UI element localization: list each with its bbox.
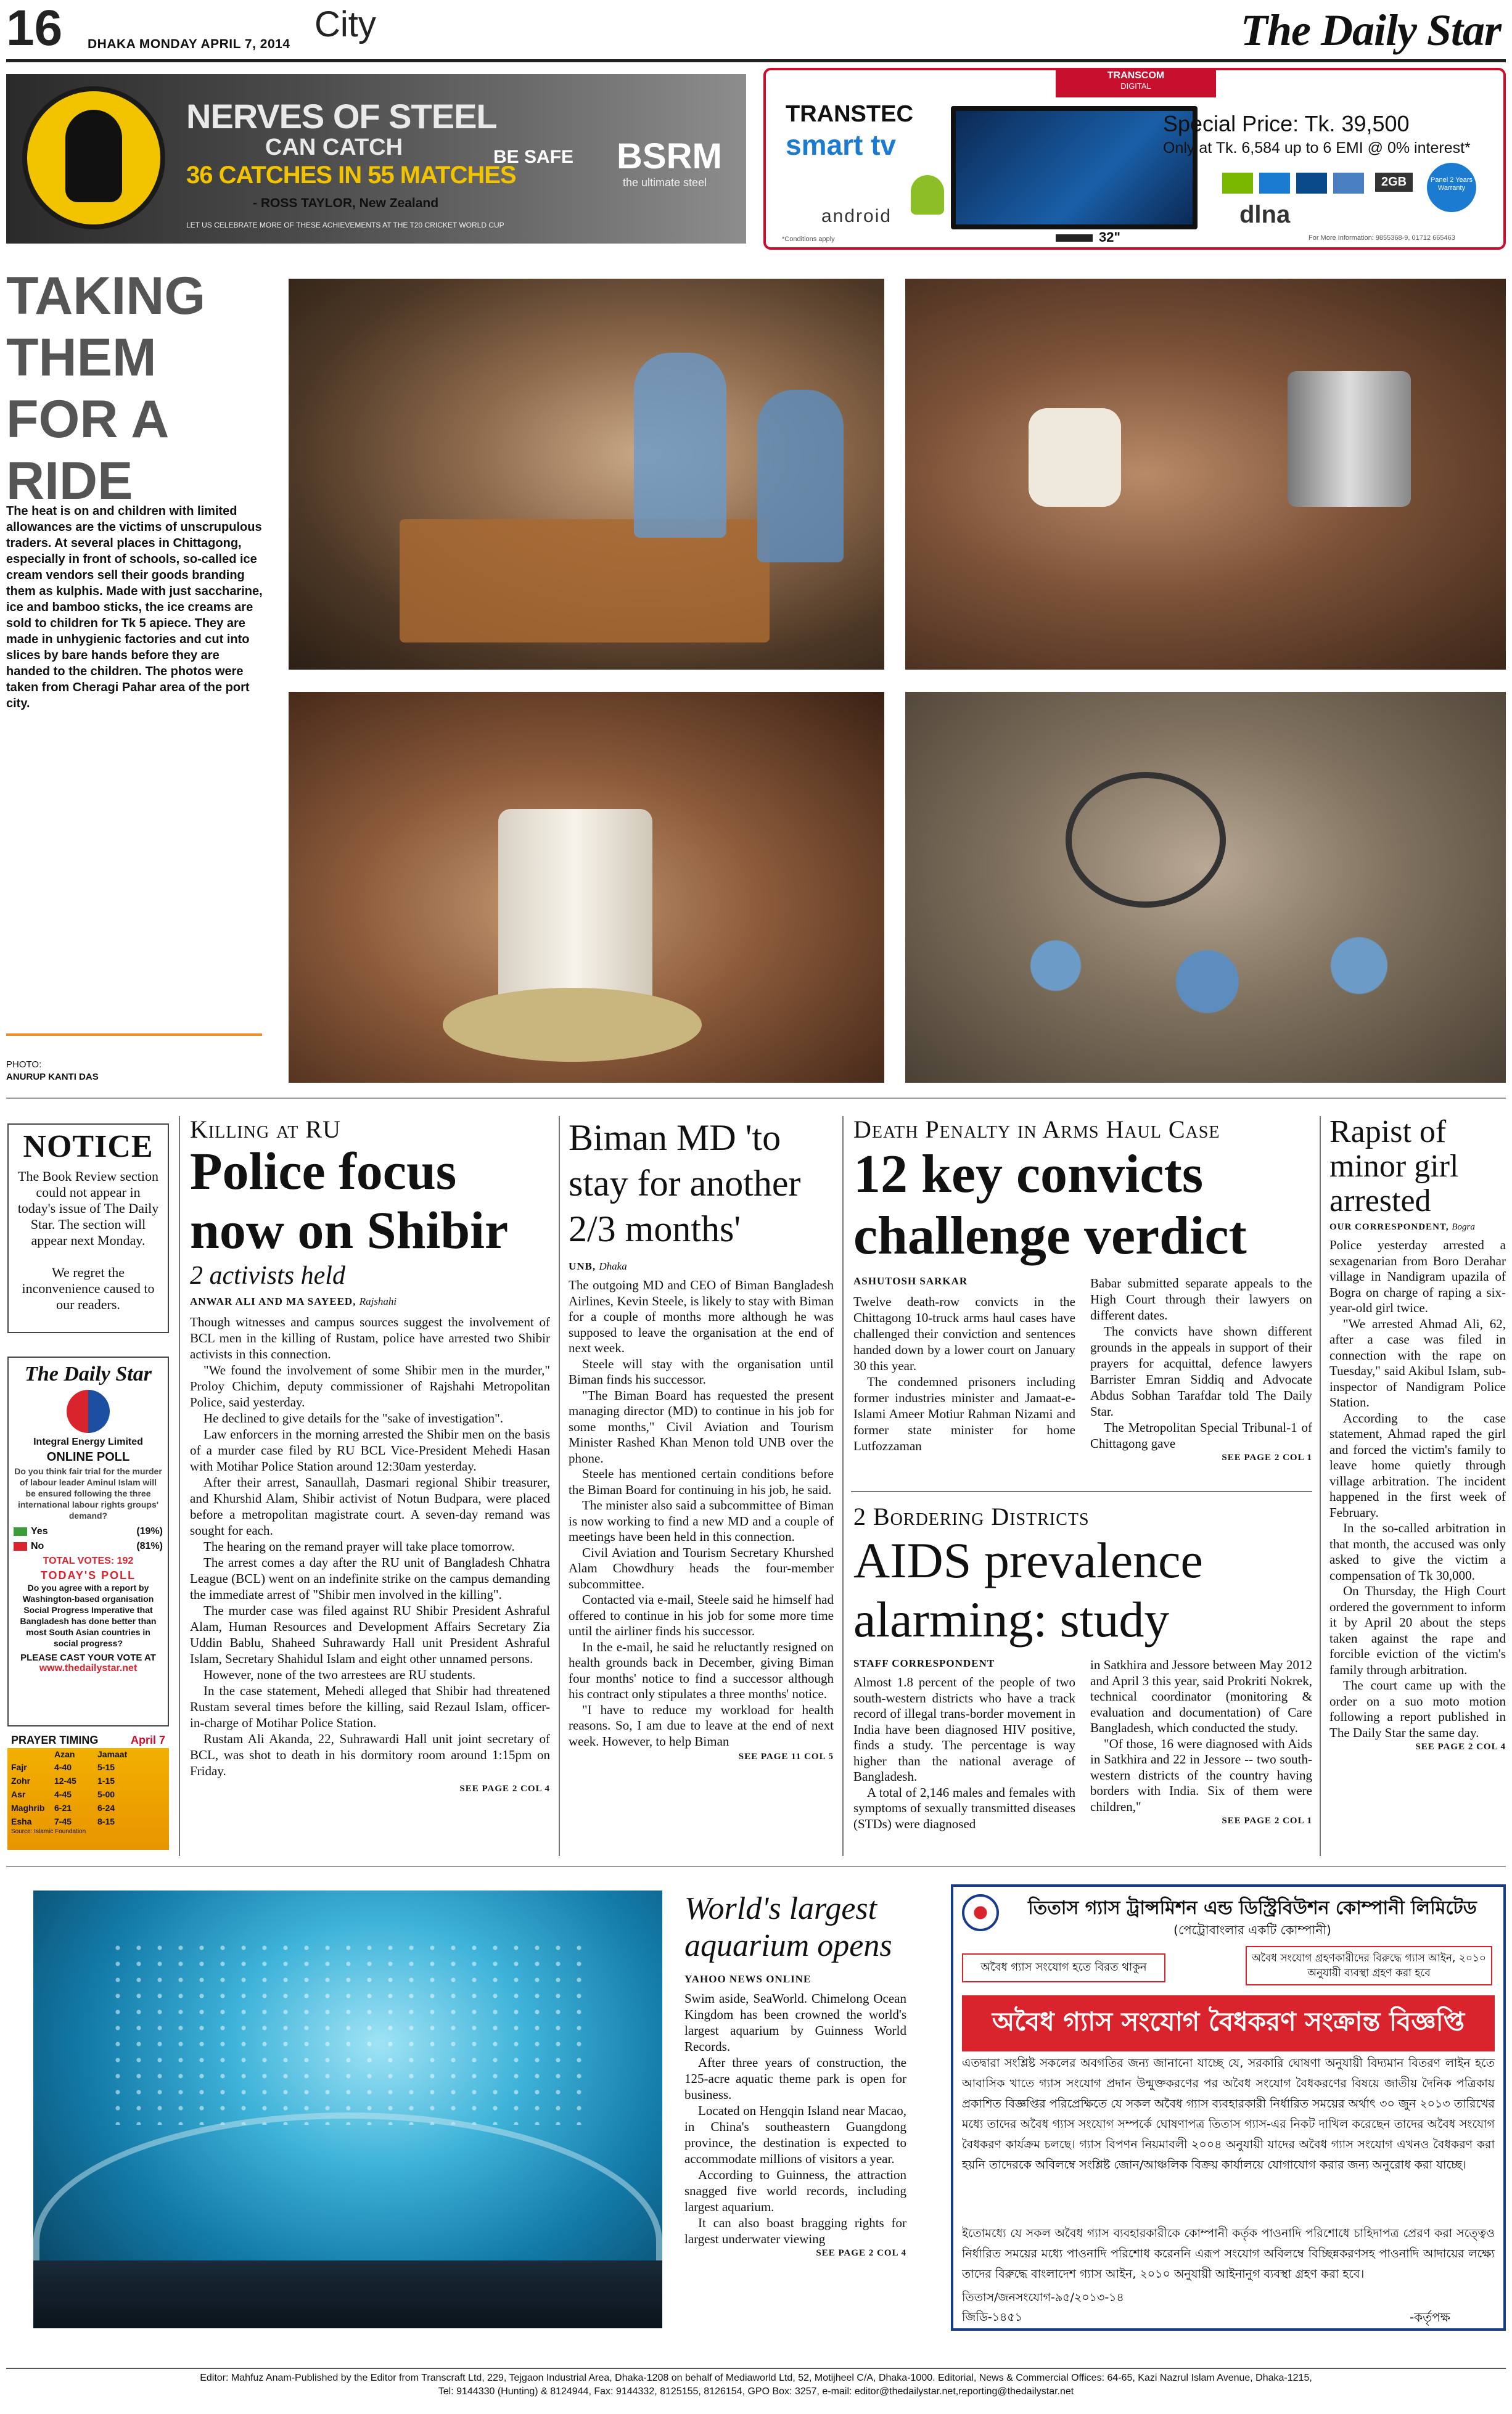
story-arms-col2-text (1090, 1275, 1312, 1451)
feature-caption: The heat is on and children with limited allowances are the victims of unscrupulous traders. At several places in Chittagong, especially in front of schools, so-called ice cream vendors sell their goods branding them as kulphis. Made with just saccharine, ice and bamboo sticks, the ice creams are sold to children for Tk 5 apiece. They are made in unhygienic factories and cut into slices by bare hands before they are handed to the children. The photos were taken from Cheragi Pahar area of the port city. (6, 504, 263, 710)
story-ru-continue[interactable]: SEE PAGE 2 COL 4 (459, 1784, 550, 1794)
paragraph: However, none of the two arrestees are RU students. (203, 1667, 476, 1682)
prayer-azan: 12-45 (54, 1776, 76, 1786)
column-rule (1320, 1116, 1321, 1856)
steel-cup (1288, 371, 1411, 507)
poll-total: TOTAL VOTES: 192 (43, 1556, 134, 1566)
poll-sponsor-logo (67, 1390, 110, 1433)
story-rapist-byline (1329, 1222, 1506, 1233)
paragraph: "The Biman Board has requested the present managing director (MD) to continue in his job for some months," Civil Aviation and Tourism Minister Rashed Khan Menon told UNB over the phone. (569, 1387, 834, 1466)
tv-size: 32" (1099, 229, 1120, 245)
paragraph: He declined to give details for the "sake of investigation". (203, 1411, 504, 1426)
paragraph: The court came up with the order on a suo moto motion following a report published in The Daily Star the same day. (1329, 1678, 1506, 1740)
mem-badge (1333, 173, 1364, 194)
prayer-date: April 7 (130, 1734, 165, 1746)
prayer-azan: 4-40 (54, 1762, 72, 1772)
wifi-badge (1222, 173, 1253, 194)
story-rapist-body (1329, 1238, 1506, 1741)
byline-location: Dhaka (599, 1260, 627, 1272)
titas-box-right: অবৈধ সংযোগ গ্রহণকারীদের বিরুদ্ধে গ্যাস আইন, ২০১০ অনুযায়ী ব্যবস্থা গ্রহণ করা হবে (1246, 1946, 1492, 1985)
story-aids-headline: AIDS prevalence alarming: study (853, 1532, 1203, 1648)
poll-question: Do you think fair trial for the murder of labour leader Aminul Islam will be ensured following the three international labour rights groups' demand? (14, 1466, 162, 1521)
titas-sub: (পেট্রোবাংলার একটি কোম্পানী) (1173, 1923, 1331, 1937)
bsrm-line1: NERVES OF STEEL (186, 97, 497, 136)
paragraph: Twelve death-row convicts in the Chittagong 10-truck arms haul cases have challenged their conviction and sentences handed down by a lower court on January 30 this year. (853, 1294, 1075, 1373)
titas-body1: এতদ্বারা সংশ্লিষ্ট সকলের অবগতির জন্য জানানো যাচ্ছে যে, সরকারি ঘোষণা অনুযায়ী বিদ্যমান বিতরণ লাইন হতে আবাসিক খাতে গ্যাস সংযোগ প্রদান উন্মুক্তকরণের পর অবৈধ সংযোগ বৈধকরণের বিষয়ে জাতীয় দৈনিক পত্রিকায় প্রকাশিত বিজ্ঞপ্তির পরিপ্রেক্ষিতে যে সকল অবৈধ গ্যাস ব্যবহারকারী নির্ধারিত সময়ের অর্থাৎ ৩০ জুন ২০১৩ তারিখের মধ্যে তাদের অবৈধ গ্যাস সংযোগ সম্পর্কে ঘোষণাপত্র তিতাস গ্যাস-এর নিকট দাখিল করেছেন তাদের অবৈধ সংযোগ বৈধকরণ কার্যক্রম চলছে। গ্যাস বিপণন নিয়মাবলী ২০০৪ অনুযায়ী যাদের অবৈধ গ্যাস সংযোগ এখনও বৈধকরণ করা হয়নি তাদেরকে অবিলম্বে সংশ্লিষ্ট জোন/আঞ্চলিক বিক্রয় কার্যালয়ে যোগাযোগ করার জন্য অনুরোধ করা যাচ্ছে। (962, 2056, 1495, 2172)
poll-today-label: TODAY'S POLL (40, 1569, 136, 1582)
vendor-bicycle (1066, 772, 1226, 908)
android-robot-icon (911, 175, 944, 215)
masthead-rule (6, 59, 1506, 62)
story-rapist-continue[interactable]: SEE PAGE 2 COL 4 (1415, 1742, 1506, 1752)
paragraph: According to Guinness, the attraction snagged five world records, including largest aquarium. (684, 2167, 906, 2214)
titas-code: জিডি-১৪৫১ (962, 2310, 1023, 2324)
transcom-label: TRANSCOM (1107, 70, 1165, 81)
prayer-azan: 7-45 (54, 1817, 72, 1826)
photographer: ANURUP KANTI DAS (6, 1072, 99, 1082)
paragraph: "Of those, 16 were diagnosed with Aids in Satkhira and 22 in Jessore -- two south-western districts of the country having borders with India. Six of them were children," (1090, 1736, 1312, 1814)
paragraph: The outgoing MD and CEO of Biman Bangladesh Airlines, Kevin Steele, is likely to stay with Biman for a couple of months more although he was supposed to leave the organisation at the end of next week. (569, 1278, 834, 1355)
story-aids-col2 (1090, 1657, 1312, 1826)
ice-block (1029, 408, 1121, 507)
section-rule (6, 1098, 1506, 1099)
kulfi-cylinder (498, 809, 652, 1012)
paragraph: After their arrest, Sanaullah, Dasmari regional Shibir treasurer, and Khurshid Alam, Shibir activist of Notun Budpara, were placed before a metropolitan magistrate court. A seven-day remand was sought for each. (190, 1475, 550, 1538)
fish-shoal (107, 1940, 588, 2125)
transtec-brand: TRANSTEC (786, 101, 913, 127)
prayer-row (11, 1815, 165, 1828)
byline-location: Bogra (1452, 1222, 1475, 1232)
story-rapist-headline: Rapist of minor girl arrested (1329, 1114, 1459, 1218)
poll-sponsor: Integral Energy Limited (33, 1437, 143, 1447)
bowl (443, 988, 702, 1062)
titas-title: অবৈধ গ্যাস সংযোগ বৈধকরণ সংক্রান্ত বিজ্ঞপ্তি (962, 1995, 1495, 2051)
children-group (955, 901, 1460, 1062)
column-rule (559, 1116, 560, 1856)
story-ru-body (190, 1314, 550, 1779)
notice-text: The Book Review section could not appear in today's issue of The Daily Star. The section will appear next Monday. (17, 1168, 159, 1248)
notice-title: NOTICE (23, 1129, 154, 1164)
core-badge (1296, 173, 1327, 194)
paragraph: in Satkhira and Jessore between May 2012 and April 3 this year, said Prokriti Nokrek, technical coordinator (monitoring & evaluation and documentation) of Care Bangladesh, which conducted the study. (1090, 1657, 1312, 1735)
prayer-jamaat: 8-15 (97, 1817, 115, 1826)
poll-cast: PLEASE CAST YOUR VOTE AT (20, 1652, 156, 1663)
poll-no-label: No (31, 1541, 44, 1551)
story-aquarium-byline: YAHOO NEWS ONLINE (684, 1973, 811, 1985)
online-poll-box (7, 1357, 169, 1726)
player-silhouette-icon (65, 110, 122, 202)
paragraph: The arrest comes a day after the RU unit of Bangladesh Chhatra League (BCL) went on an indefinite strike on the campus demanding the immediate arrest of "Shibir men involved in the killing". (190, 1555, 550, 1602)
dlna-logo: dlna (1239, 201, 1291, 228)
prayer-col-jamaat: Jamaat (97, 1749, 128, 1759)
story-arms-col2 (1090, 1275, 1312, 1463)
conditions-note: *Conditions apply (782, 236, 835, 243)
prayer-row (11, 1801, 165, 1815)
paragraph: According to the case statement, Ahmad raped the girl and forced the victim's family to leave home quietly through village arbitration. The incident happened in the first week of February. (1329, 1410, 1506, 1520)
prayer-header (7, 1733, 169, 1748)
prayer-name: Zohr (11, 1776, 31, 1786)
story-aquarium-headline: World's largest aquarium opens (684, 1891, 892, 1963)
story-arms-byline: ASHUTOSH SARKAR (853, 1275, 968, 1287)
paragraph: Swim aside, SeaWorld. Chimelong Ocean Kingdom has been crowned the world's largest aquarium by Guinness World Records. (684, 1991, 906, 2054)
paragraph: Located on Hengqin Island near Macao, in China's southeastern Guangdong province, the destination is expected to accommodate millions of visitors a year. (684, 2103, 906, 2166)
remote-badge (1259, 173, 1290, 194)
bsrm-tagline: BE SAFE (493, 147, 574, 167)
paragraph: The Metropolitan Special Tribunal-1 of Chittagong gave (1090, 1420, 1312, 1451)
story-aids-kicker: 2 Bordering Districts (853, 1503, 1090, 1530)
titas-body2: ইতোমধ্যে যে সকল অবৈধ গ্যাস ব্যবহারকারীকে কোম্পানী কর্তৃক পাওনাদি পরিশোধে চাহিদাপত্র প্রেরণ করা সত্ত্বেও নির্ধারিত সময়ের মধ্যে পাওনাদি পরিশোধ করেননি এরূপ সংযোগ অবিলম্বে বিচ্ছিন্নকরণসহ পাওনাদি আদায়ের লক্ষ্যে তাদের বিরুদ্ধে বাংলাদেশ গ্যাস আইন, ২০১০ অনুযায়ী আইনানুগ ব্যবস্থা গ্রহণ করা হবে। (962, 2227, 1495, 2281)
story-biman (569, 1115, 834, 1762)
poll-no-pct: (81%) (136, 1541, 163, 1551)
bsrm-ad[interactable] (6, 74, 746, 244)
photo-label: PHOTO: (6, 1059, 42, 1070)
story-divider (851, 1491, 1312, 1492)
story-aids-col1-text (853, 1675, 1075, 1832)
feature-badges (1222, 173, 1370, 194)
titas-logo (962, 1894, 999, 1931)
paragraph: Rustam Ali Akanda, 22, Suhrawardi Hall unit joint secretary of BCL, was shot to death in his dormitory room around 1:15pm on Friday. (190, 1731, 550, 1778)
emi-offer: Only at Tk. 6,584 up to 6 EMI @ 0% interest* (1163, 139, 1471, 157)
poll-title: ONLINE POLL (46, 1450, 130, 1464)
byline-name: ANWAR ALI AND MA SAYEED, (190, 1295, 356, 1307)
feature-rule (6, 1033, 262, 1036)
story-biman-byline (569, 1260, 834, 1273)
story-ru-kicker: Killing at RU (190, 1115, 341, 1143)
titas-gas-ad[interactable] (951, 1884, 1506, 2331)
byline-name: UNB, (569, 1260, 596, 1272)
vendor-cart (400, 519, 770, 643)
footer-contact: Tel: 9144330 (Hunting) & 8124944, Fax: 9144332, 8125155, 8126154, GPO Box: 3257, e-mail: editor@thedailystar.net,reporting@thedailystar.net (438, 2386, 1074, 2397)
prayer-name: Asr (11, 1789, 26, 1799)
transcom-sub: DIGITAL (1120, 81, 1151, 91)
titas-ref: তিতাস/জনসংযোগ-৯৫/২০১৩-১৪ (962, 2291, 1124, 2304)
masthead (0, 0, 1512, 62)
story-biman-headline: Biman MD 'to stay for another 2/3 months' (569, 1117, 801, 1249)
photo-ice-slicing-hands (905, 279, 1506, 670)
child-uniform (757, 390, 844, 562)
panel-warranty-badge: Panel 2 Years Warranty (1427, 163, 1476, 212)
paragraph: In the e-mail, he said he reluctantly resigned on health grounds back in December, giving Biman four months' notice to find a successor although his contract only stipulates a three months' notice. (569, 1639, 834, 1701)
transcom-tab (1056, 70, 1216, 97)
paragraph: Almost 1.8 percent of the people of two south-western districts who have a track record of illegal trans-border movement in India have been diagnosed HIV positive, finds a study. The percentage is way higher than the national average of Bangladesh. (853, 1675, 1075, 1784)
bsrm-logo: BSRM (617, 136, 722, 176)
bsrm-footer: LET US CELEBRATE MORE OF THESE ACHIEVEMENTS AT THE T20 CRICKET WORLD CUP (186, 221, 504, 229)
story-aids-byline: STAFF CORRESPONDENT (853, 1657, 995, 1669)
paragraph: The murder case was filed against RU Shibir President Ashraful Alam, Human Resources and Development Affairs Secretary Zia Uddin Bablu, Shaheed Suhrawardy Hall unit President Ashraful Islam, Secretary Shahidul Islam and eight other unnamed persons. (190, 1603, 550, 1666)
paragraph: The condemned prisoners including former industries minister and Jamaat-e-Islami Ameer Motiur Rahman Nizami and former state minister for home Lutfozzaman (853, 1374, 1075, 1453)
paragraph: Law enforcers in the morning arrested the Shibir men on the basis of a murder case filed by RU BCL Vice-President Mehedi Hasan with Motihar Police Station around 12:30am yesterday. (190, 1427, 550, 1474)
story-biman-continue[interactable]: SEE PAGE 11 COL 5 (738, 1752, 834, 1762)
story-ru-byline (190, 1295, 550, 1308)
paragraph: On Thursday, the High Court ordered the government to inform it by April 20 about the steps taken against the rape and forcible eviction of the victim's family through arbitration. (1329, 1583, 1506, 1677)
story-biman-body (569, 1278, 834, 1749)
bottom-section-rule (6, 1866, 1506, 1867)
dateline: DHAKA MONDAY APRIL 7, 2014 (88, 37, 290, 51)
prayer-name: Esha (11, 1817, 32, 1826)
story-arms-col1-text (853, 1294, 1075, 1454)
prayer-jamaat: 6-24 (97, 1803, 115, 1813)
bsrm-logo-sub: the ultimate steel (623, 176, 707, 189)
feature-title: TAKING THEM FOR A RIDE (6, 266, 206, 511)
paper-logo: The Daily Star (1240, 6, 1501, 55)
poll-yes-pct: (19%) (136, 1526, 163, 1537)
paragraph: The minister also said a subcommittee of Biman is now working to find a new MD and a couple of meetings have been held in this connection. (569, 1498, 834, 1544)
paragraph: Police yesterday arrested a sexagenarian from Boro Derahar village in Nandigram upazila of Bogra on charge of raping a six-year-old girl twice. (1329, 1238, 1506, 1315)
story-aquarium-body (684, 1990, 906, 2247)
paragraph: It can also boast bragging rights for largest underwater viewing (684, 2215, 906, 2246)
footer-rule (6, 2368, 1506, 2369)
transtec-info: For More Information: 9855368-9, 01712 665463 (1309, 234, 1455, 242)
byline-name: OUR CORRESPONDENT, (1329, 1222, 1449, 1232)
prayer-name: Fajr (11, 1762, 27, 1772)
photo-aquarium (33, 1891, 662, 2328)
prayer-row (11, 1788, 165, 1801)
prayer-jamaat: 5-00 (97, 1789, 115, 1799)
footer-imprint: Editor: Mahfuz Anam-Published by the Editor from Transcraft Ltd, 229, Tejgaon Industrial Area, Dhaka-1208 on behalf of Mediaworld Ltd, 52, Motijheel C/A, Dhaka-1000. Editorial, News & Commercial Offices: 64-65, Kazi Nazrul Islam Avenue, Dhaka-1215, (200, 2373, 1312, 2383)
titas-box-left: অবৈধ গ্যাস সংযোগ হতে বিরত থাকুন (962, 1953, 1165, 1982)
bsrm-line3: 36 CATCHES IN 55 MATCHES (186, 162, 516, 189)
story-aids-col1 (853, 1657, 1075, 1832)
prayer-row (11, 1760, 165, 1774)
story-arms (853, 1115, 1312, 1463)
transtec-ad[interactable] (763, 68, 1506, 250)
paragraph: In the case statement, Mehedi alleged that Shibir had threatened Rustam several times before the killing, said Rezaul Islam, officer-in-charge of Motihar Police Station. (190, 1683, 550, 1730)
poll-today-question: Do you agree with a report by Washington-based organisation Social Progress Imperative that Bangladesh has done better than most South Asian countries in social progress? (20, 1583, 157, 1648)
poll-no-bar (14, 1542, 27, 1551)
prayer-col-header (7, 1748, 169, 1760)
prayer-jamaat: 5-15 (97, 1762, 115, 1772)
paragraph: "We arrested Ahmad Ali, 62, after a case was filed in connection with the rape on Tuesday," said Akibul Islam, sub-inspector of Nandigram Police Station. (1329, 1316, 1506, 1410)
story-aids-continue[interactable]: SEE PAGE 2 COL 1 (1222, 1816, 1312, 1826)
paragraph: Babar submitted separate appeals to the High Court through their lawyers on different dates. (1090, 1276, 1312, 1323)
story-arms-col1 (853, 1275, 1075, 1454)
paragraph: "We found the involvement of some Shibir men in the murder," Proloy Chichim, deputy commissioner of Rajshahi Metropolitan Police, said yesterday. (190, 1363, 550, 1410)
prayer-azan: 6-21 (54, 1803, 72, 1813)
tv-screen (951, 106, 1198, 229)
child-uniform (634, 353, 726, 538)
prayer-row (11, 1774, 165, 1788)
prayer-timing-box (7, 1733, 169, 1850)
ram-badge: 2GB (1375, 173, 1413, 192)
story-ru (190, 1115, 550, 1794)
titas-signature: -কর্তৃপক্ষ (1410, 2310, 1450, 2325)
paragraph: The hearing on the remand prayer will take place tomorrow. (203, 1539, 515, 1554)
photo-vendor-children (289, 279, 884, 670)
bsrm-attribution: - ROSS TAYLOR, New Zealand (253, 196, 439, 210)
story-arms-continue[interactable]: SEE PAGE 2 COL 1 (1222, 1453, 1312, 1463)
story-aquarium-continue[interactable]: SEE PAGE 2 COL 4 (816, 2248, 906, 2258)
paragraph: A total of 2,146 males and females with symptoms of sexually transmitted diseases (STDs) were diagnosed (853, 1784, 1075, 1831)
photo-street-crowd (905, 692, 1506, 1083)
paragraph: After three years of construction, the 125-acre aquatic theme park is open for business. (684, 2055, 906, 2102)
poll-yes-label: Yes (31, 1526, 48, 1537)
prayer-azan: 4-45 (54, 1789, 72, 1799)
paragraph: Civil Aviation and Tourism Secretary Khurshed Alam Chowdhury heads the four-member subcommittee. (569, 1545, 834, 1591)
paragraph: Steele has mentioned certain conditions before the Biman Board for continuing in his job, he said. (569, 1466, 834, 1497)
story-rapist (1329, 1115, 1506, 1752)
poll-yes-bar (14, 1527, 27, 1536)
bsrm-line2: CAN CATCH (265, 134, 403, 160)
section-name: City (314, 4, 376, 44)
android-label: android (821, 206, 892, 226)
transtec-product: smart tv (786, 129, 896, 161)
paragraph: Steele will stay with the organisation until Biman finds his successor. (569, 1356, 834, 1387)
poll-yes-row (14, 1526, 163, 1537)
photo-kulfi-cut (289, 692, 884, 1083)
visitors-crowd (33, 2260, 662, 2328)
tv-stand (1056, 234, 1093, 242)
special-price: Special Price: Tk. 39,500 (1163, 111, 1410, 136)
titas-company: তিতাস গ্যাস ট্রান্সমিশন এন্ড ডিস্ট্রিবিউশন কোম্পানী লিমিটেড (1028, 1897, 1477, 1919)
paragraph: Though witnesses and campus sources suggest the involvement of BCL men in the killing of Rustam, police have arrested two Shibir activists in this connection. (190, 1315, 550, 1361)
notice-box (7, 1123, 169, 1333)
notice-regret: We regret the inconvenience caused to our readers. (22, 1265, 155, 1312)
prayer-rows (7, 1760, 169, 1828)
paragraph: The convicts have shown different grounds in the appeals in support of their prayers for acquittal, defence lawyers Barrister Emran Siddiq and Advocate Abdus Sobhan Tarafdar told The Daily Star. (1090, 1324, 1312, 1419)
paragraph: "I have to reduce my workload for health reasons. So, I am due to leave at the end of next week. However, to help Biman (569, 1702, 834, 1749)
story-aids-col2-text (1090, 1657, 1312, 1815)
story-aquarium (684, 1891, 906, 2259)
page-number: 16 (6, 0, 63, 56)
story-ru-subhead: 2 activists held (190, 1262, 345, 1290)
byline-location: Rajshahi (359, 1295, 397, 1307)
poll-no-row (14, 1541, 163, 1552)
prayer-source: Source: Islamic Foundation (11, 1828, 86, 1835)
column-rule (179, 1116, 180, 1856)
story-aids (853, 1502, 1312, 1831)
story-arms-headline: 12 key convicts challenge verdict (853, 1144, 1247, 1266)
column-rule (842, 1116, 844, 1856)
paragraph: Contacted via e-mail, Steele said he himself had offered to continue in his job for some more time until the airliner finds his successor. (569, 1592, 834, 1638)
prayer-title: PRAYER TIMING (11, 1734, 99, 1746)
prayer-col-azan: Azan (54, 1749, 75, 1759)
story-ru-headline: Police focus now on Shibir (190, 1141, 509, 1260)
paragraph: In the so-called arbitration in that month, the accused was only asked to give the victim a compensation of Tk 30,000. (1329, 1521, 1506, 1583)
poll-url[interactable]: www.thedailystar.net (39, 1663, 138, 1673)
prayer-name: Maghrib (11, 1803, 45, 1813)
story-arms-kicker: Death Penalty in Arms Haul Case (853, 1115, 1220, 1143)
poll-brand: The Daily Star (25, 1363, 152, 1386)
prayer-jamaat: 1-15 (97, 1776, 115, 1786)
